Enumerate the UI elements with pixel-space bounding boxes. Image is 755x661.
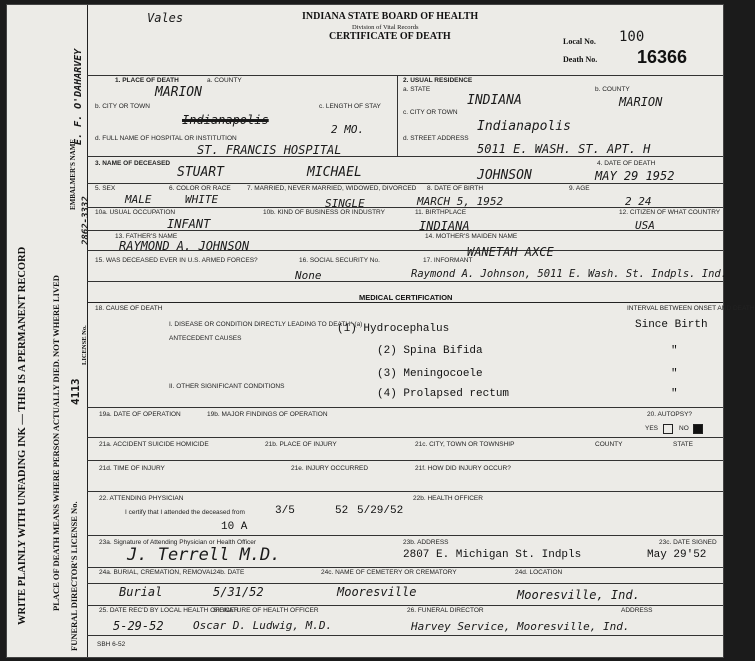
header-division: Division of Vital Records [352,24,419,31]
ditto-d: " [671,388,678,400]
place-label: 1. PLACE OF DEATH [115,77,179,84]
cause-c: (3) Meningocoele [377,368,483,380]
res-city-value: Indianapolis [477,119,571,134]
attend-year: 52 [335,505,349,517]
burial-date-label: 24b. DATE [213,569,245,576]
res-state-label: a. STATE [403,86,431,93]
residence-label: 2. USUAL RESIDENCE [403,77,473,84]
license2-label: LICENSE No. [81,325,88,365]
burial-label: 24a. BURIAL, CREMATION, REMOVAL [99,569,214,576]
location-label: 24d. LOCATION [515,569,563,576]
citizen-label: 12. CITIZEN OF WHAT COUNTRY [619,209,721,216]
name-label: 3. NAME OF DECEASED [95,160,171,167]
hospital-label: d. FULL NAME OF HOSPITAL OR INSTITUTION [95,135,237,142]
antecedent-label: ANTECEDENT CAUSES [169,335,242,342]
cause-label: 18. CAUSE OF DEATH [95,305,163,312]
death-no-label: Death No. [563,55,598,64]
color-label: 6. COLOR OR RACE [169,185,231,192]
embalmer-label: EMBALMER'S NAME [69,139,77,210]
rec-label: 25. DATE REC'D BY LOCAL HEALTH OFFICER [99,607,239,614]
accident-label: 21a. ACCIDENT SUICIDE HOMICIDE [99,441,209,448]
date-signed: May 29'52 [647,549,707,561]
health-officer-label: 22b. HEALTH OFFICER [413,495,483,502]
attend-from: 3/5 [275,505,295,517]
other-label: II. OTHER SIGNIFICANT CONDITIONS [169,383,285,390]
street-label: d. STREET ADDRESS [403,135,469,142]
medical-title: MEDICAL CERTIFICATION [359,293,453,302]
date-death-label: 4. DATE OF DEATH [597,160,656,167]
license2-value: 2862-3332 [81,196,91,245]
burial-value: Burial [119,585,163,599]
county-value: MARION [155,85,202,100]
sex-label: 5. SEX [95,185,116,192]
autopsy-no-box [693,424,703,434]
interval-label: INTERVAL BETWEEN ONSET AND DEATH [627,305,755,312]
attending-label: 22. ATTENDING PHYSICIAN [99,495,184,502]
stay-value: 2 MO. [331,123,365,136]
street-value: 5011 E. WASH. ST. APT. H [477,142,651,156]
director-value: Harvey Service, Mooresville, Ind. [411,620,630,633]
interval-a: Since Birth [635,319,708,331]
res-county-value: MARION [619,95,663,109]
informant-label: 17. INFORMANT [423,257,473,264]
father-label: 13. FATHER'S NAME [115,233,178,240]
marital-value: SINGLE [325,197,365,210]
mother-value: WANETAH AXCE [467,245,554,259]
cause-b: (2) Spina Bifida [377,345,483,357]
officer-label: SIGNATURE OF HEALTH OFFICER [213,607,319,614]
cemetery-value: Mooresville [337,585,417,599]
burial-date: 5/31/52 [213,585,264,599]
marital-label: 7. MARRIED, NEVER MARRIED, WIDOWED, DIVORCED [247,185,417,192]
sidebar-line3: FUNERAL DIRECTOR'S LICENSE No. [69,501,79,651]
color-value: WHITE [185,193,219,206]
sidebar-line2: PLACE OF DEATH MEANS WHERE PERSON ACTUALLY DIED. NOT WHERE LIVED [51,275,61,611]
armed-label: 15. WAS DECEASED EVER IN U.S. ARMED FORCES? [95,257,258,264]
ssn-label: 16. SOCIAL SECURITY No. [299,257,380,264]
director-label: 26. FUNERAL DIRECTOR [407,607,484,614]
header-certificate: CERTIFICATE OF DEATH [329,31,451,42]
first-name: STUART [177,165,224,180]
address-label: 23b. ADDRESS [403,539,449,546]
embalmer-name: E. F. O'DAHARVEY [73,48,84,145]
autopsy-label: 20. AUTOPSY? [647,411,693,418]
armed-value: None [295,269,322,282]
location-value: Mooresville, Ind. [517,588,640,602]
mother-label: 14. MOTHER'S MAIDEN NAME [425,233,518,240]
informant-value: Raymond A. Johnson, 5011 E. Wash. St. Indpls. Ind. [411,268,728,280]
occupation-value: INFANT [167,217,211,231]
no-label: NO [679,425,689,432]
middle-name: MICHAEL [307,165,362,180]
license-number: 4113 [69,378,82,405]
form-number: SBH 6-52 [97,641,126,648]
res-city-label: c. CITY OR TOWN [403,109,458,116]
date-signed-label: 23c. DATE SIGNED [659,539,717,546]
cause-d: (4) Prolapsed rectum [377,388,510,400]
ditto-b: " [671,345,678,357]
time-label: 21d. TIME OF INJURY [99,465,165,472]
stay-label: c. LENGTH OF STAY [319,103,381,110]
birthplace-value: INDIANA [419,219,470,233]
ditto-c: " [671,368,678,380]
birthplace-label: 11. BIRTHPLACE [415,209,467,216]
father-value: RAYMOND A. JOHNSON [119,239,250,253]
top-scrawl: Vales [147,11,184,25]
physician-signature: J. Terrell M.D. [127,545,281,565]
county-label: a. COUNTY [207,77,242,84]
res-county-label: b. COUNTY [595,86,630,93]
director-address-label: ADDRESS [621,607,653,614]
industry-label: 10b. KIND OF BUSINESS OR INDUSTRY [263,209,385,216]
injury-county-label: COUNTY [595,441,623,448]
left-sidebar [7,5,91,657]
death-no-value: 16366 [637,47,688,67]
signature-label: 23a. Signature of Attending Physician or Health Officer [99,539,257,546]
injury-place-label: 21b. PLACE OF INJURY [265,441,337,448]
autopsy-yes-box [663,424,673,434]
birth-label: 8. DATE OF BIRTH [427,185,484,192]
sex-value: MALE [125,193,152,206]
age-value: 2 24 [625,195,652,208]
city-label: b. CITY OR TOWN [95,103,150,110]
hospital-value: ST. FRANCIS HOSPITAL [197,143,342,157]
physician-address: 2807 E. Michigan St. Indpls [403,549,582,561]
header-title: INDIANA STATE BOARD OF HEALTH [302,11,479,22]
local-no-label: Local No. [563,37,596,46]
death-certificate [6,4,755,658]
injury-state-label: STATE [673,441,693,448]
cause-a: (1) Hydrocephalus [337,323,450,335]
officer-signature: Oscar D. Ludwig, M.D. [193,619,333,632]
occurred-label: 21e. INJURY OCCURRED [291,465,369,472]
attend-to: 5/29/52 [357,505,404,517]
attend-hour: 10 A [221,521,248,533]
certify-text: I certify that I attended the deceased from [125,509,245,516]
citizen-value: USA [635,219,655,232]
local-no-value: 100 [619,29,645,45]
disease-label: I. DISEASE OR CONDITION DIRECTLY LEADING TO DEATH* (a) [169,321,363,328]
how-label: 21f. HOW DID INJURY OCCUR? [415,465,511,472]
findings-label: 19b. MAJOR FINDINGS OF OPERATION [207,411,328,418]
birth-value: MARCH 5, 1952 [417,195,504,208]
last-name: JOHNSON [477,168,532,183]
cemetery-label: 24c. NAME OF CEMETERY OR CREMATORY [321,569,457,576]
operation-label: 19a. DATE OF OPERATION [99,411,181,418]
date-death-value: MAY 29 1952 [595,169,675,183]
rec-date: 5-29-52 [113,619,164,633]
city-value: Indianapolis [182,113,269,127]
injury-city-label: 21c. CITY, TOWN OR TOWNSHIP [415,441,515,448]
occupation-label: 10a. USUAL OCCUPATION [95,209,176,216]
age-label: 9. AGE [569,185,590,192]
res-state-value: INDIANA [467,93,522,108]
sidebar-line1: WRITE PLAINLY WITH UNFADING INK — THIS IS A PERMANENT RECORD [17,246,28,625]
yes-label: YES [645,425,659,432]
